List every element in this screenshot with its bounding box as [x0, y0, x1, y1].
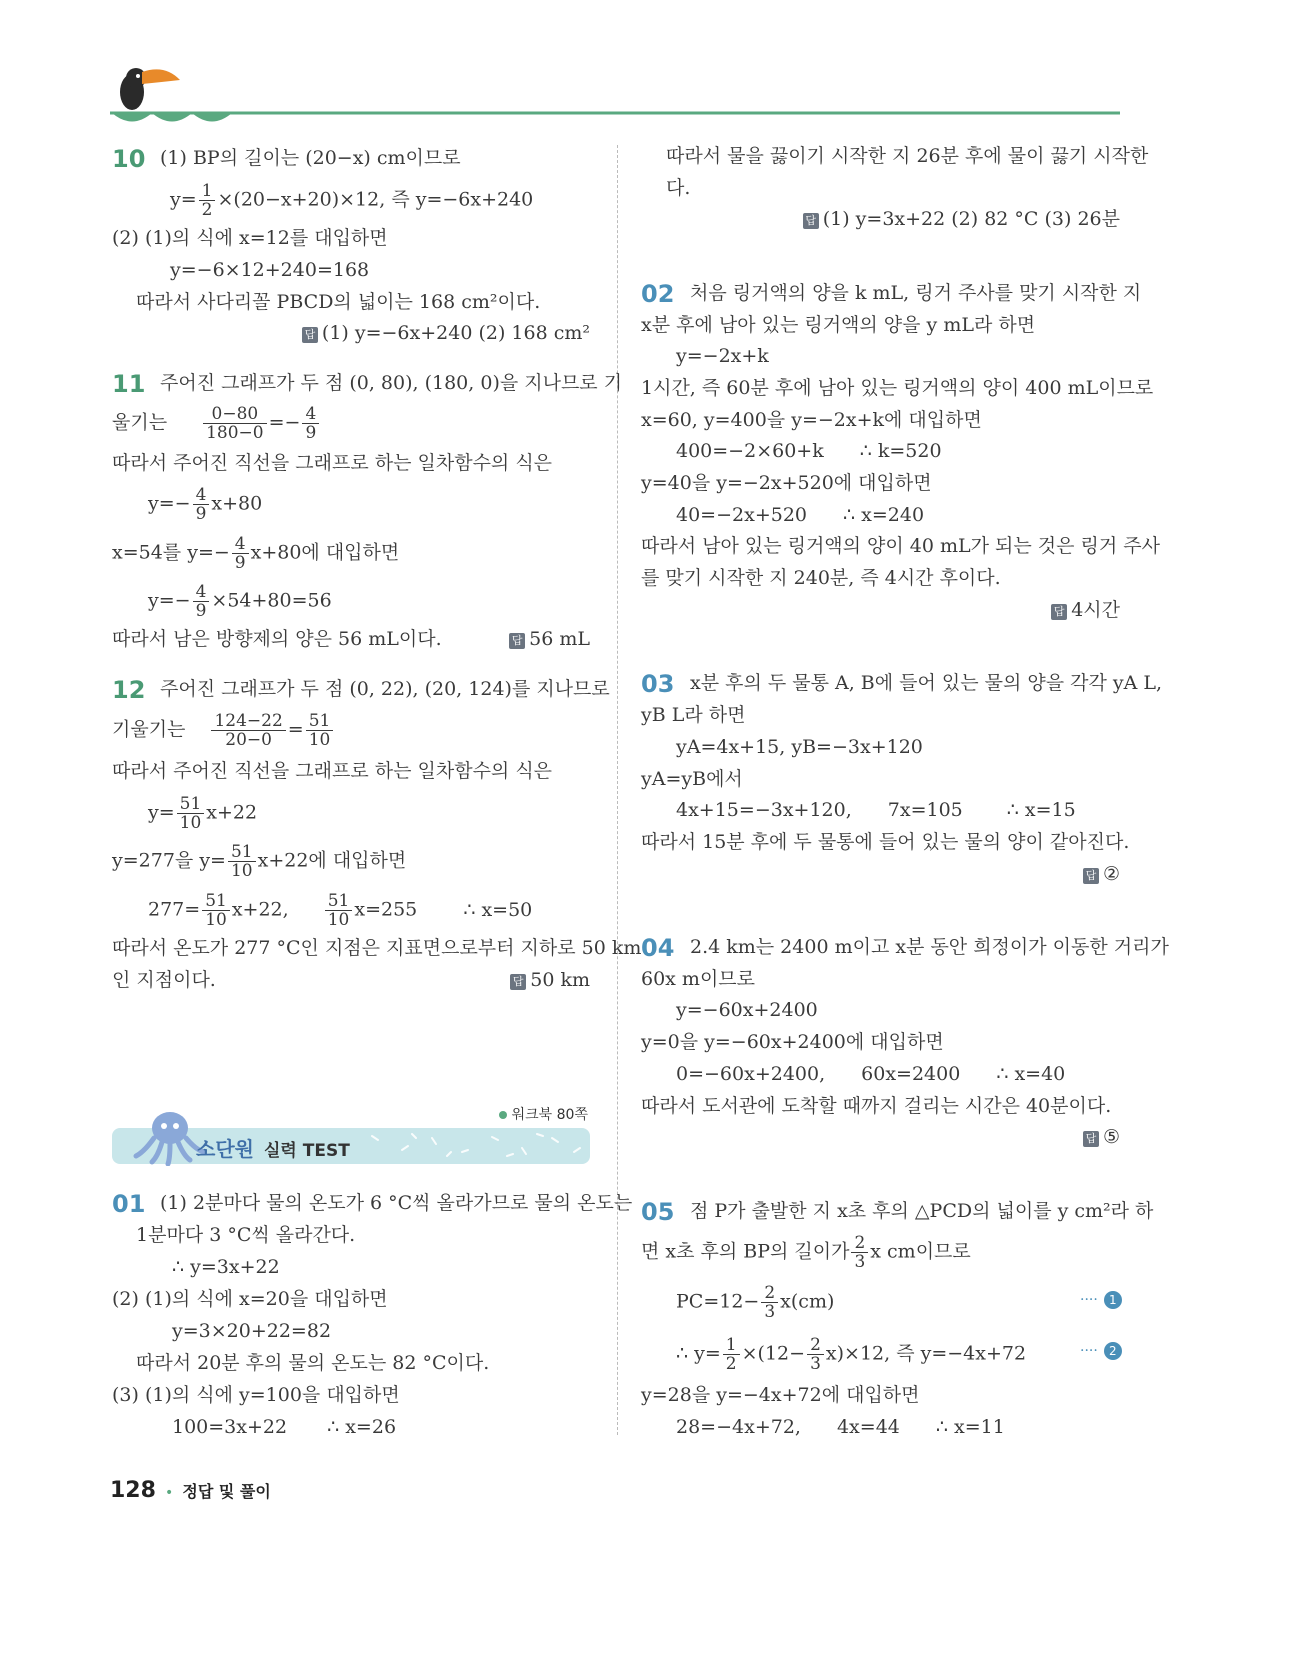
q05-line6: 28=−4x+72, 4x=44 ∴ x=11 [676, 1416, 1005, 1438]
p12-line1: 주어진 그래프가 두 점 (0, 22), (20, 124)를 지나므로 [160, 678, 610, 700]
q04-line2: 60x m이므로 [641, 968, 756, 990]
q04-line6: 따라서 도서관에 도착할 때까지 걸리는 시간은 40분이다. [641, 1095, 1112, 1117]
p11-line2: 울기는 $\frac{0-80}{180-0}$ =− $\frac{4}{9}$ [112, 405, 321, 442]
question-number-01: 01 [112, 1190, 146, 1218]
p11-line6: y=− $\frac{4}{9}$ ×54+80=56 [148, 582, 332, 621]
q04-line3: y=−60x+2400 [676, 999, 818, 1021]
q01-line7: (3) (1)의 식에 y=100을 대입하면 [112, 1384, 400, 1406]
q03-line2: yB L라 하면 [641, 704, 746, 726]
q01-line4: (2) (1)의 식에 x=20을 대입하면 [112, 1288, 388, 1310]
q03-line4: yA=yB에서 [641, 768, 743, 790]
q05-marker-2-row: ···· 2 [1080, 1338, 1122, 1364]
q05-line5: y=28을 y=−4x+72에 대입하면 [641, 1384, 920, 1406]
q03-line6: 따라서 15분 후에 두 물통에 들어 있는 물의 양이 같아진다. [641, 831, 1130, 853]
q05-line1: 점 P가 출발한 지 x초 후의 △PCD의 넓이를 y cm²라 하 [690, 1200, 1154, 1222]
p12-line6: 277= $\frac{51}{10}$ x+22, $\frac{51}{10}$ x=255 ∴ x=50 [148, 891, 533, 930]
problem-number-10: 10 [112, 145, 146, 173]
fraction: $\frac{1}{2}$ [199, 182, 216, 219]
question-number-02: 02 [641, 280, 675, 308]
q02-line10: 를 맞기 시작한 지 240분, 즉 4시간 후이다. [641, 567, 1001, 589]
p11-line5: x=54를 y=− $\frac{4}{9}$ x+80에 대입하면 [112, 534, 400, 573]
p12-answer: 답 50 km [510, 967, 590, 993]
page-footer [110, 1478, 271, 1503]
q01-line8: 100=3x+22 ∴ x=26 [172, 1416, 397, 1438]
p10-answer: 답 (1) y=−6x+240 (2) 168 cm² [302, 320, 590, 346]
q02-line6: 400=−2×60+k ∴ k=520 [676, 440, 942, 462]
column-divider [617, 145, 618, 1435]
p11-line7: 따라서 남은 방향제의 양은 56 mL이다. [112, 628, 442, 650]
answer-badge-icon: 답 [1083, 1131, 1099, 1147]
p12-line4: y= $\frac{51}{10}$ x+22 [148, 794, 258, 833]
p10-line3: (2) (1)의 식에 x=12를 대입하면 [112, 227, 388, 249]
answer-badge-icon: 답 [1051, 604, 1067, 620]
answer-badge-icon: 답 [803, 213, 819, 229]
p10-line5: 따라서 사다리꼴 PBCD의 넓이는 168 cm²이다. [136, 291, 541, 313]
answer-badge-icon: 답 [510, 974, 526, 990]
question-number-03: 03 [641, 670, 675, 698]
q05-line3: PC=12− $\frac{2}{3}$ x(cm) [676, 1283, 835, 1322]
bullet-icon [499, 1111, 507, 1119]
p10-line2: y= $\frac{1}{2}$ ×(20−x+20)×12, 즉 y=−6x+240 [170, 181, 534, 220]
q03-line1: x분 후의 두 물통 A, B에 들어 있는 물의 양을 각각 yA L, [690, 672, 1163, 694]
q05-line2: 면 x초 후의 BP의 길이가 $\frac{2}{3}$ x cm이므로 [641, 1233, 971, 1272]
workbook-reference: 워크북 80쪽 [499, 1104, 588, 1124]
p11-line4: y=− $\frac{4}{9}$ x+80 [148, 485, 263, 524]
p12-line7: 따라서 온도가 277 °C인 지점은 지표면으로부터 지하로 50 km [112, 937, 642, 959]
answer-badge-icon: 답 [509, 633, 525, 649]
problem-number-11: 11 [112, 370, 146, 398]
q03-answer: 답 ② [1083, 861, 1120, 887]
p11-line1: 주어진 그래프가 두 점 (0, 80), (180, 0)을 지나므로 기 [160, 372, 623, 394]
header-decoration [110, 58, 1120, 128]
footer-title: 정답 및 풀이 [182, 1482, 271, 1501]
section-title-main: 소단원 [196, 1137, 254, 1161]
problem-number-12: 12 [112, 676, 146, 704]
toucan-icon [110, 58, 1120, 128]
q02-line2: x분 후에 남아 있는 링거액의 양을 y mL라 하면 [641, 314, 1036, 336]
q02-line4: 1시간, 즉 60분 후에 남아 있는 링거액의 양이 400 mL이므로 [641, 377, 1154, 399]
circle-marker-1: 1 [1104, 1291, 1122, 1309]
q02-line7: y=40을 y=−2x+520에 대입하면 [641, 472, 932, 494]
footer-dot: • [165, 1485, 174, 1501]
answer-badge-icon: 답 [302, 327, 318, 343]
p12-line2: 기울기는 $\frac{124-22}{20-0}$ = $\frac{51}{10}$ [112, 712, 335, 749]
p12-line3: 따라서 주어진 직선을 그래프로 하는 일차함수의 식은 [112, 760, 553, 782]
q02-line9: 따라서 남아 있는 링거액의 양이 40 mL가 되는 것은 링거 주사 [641, 535, 1160, 557]
q01-line3: ∴ y=3x+22 [172, 1256, 280, 1278]
q01-line1: (1) 2분마다 물의 온도가 6 °C씩 올라가므로 물의 온도는 [160, 1192, 633, 1214]
question-number-04: 04 [641, 934, 675, 962]
p12-line8: 인 지점이다. [112, 969, 216, 991]
q01c-line1: 따라서 물을 끓이기 시작한 지 26분 후에 물이 끓기 시작한 [666, 145, 1149, 167]
q02-line5: x=60, y=400을 y=−2x+k에 대입하면 [641, 409, 982, 431]
q05-line4: ∴ y= $\frac{1}{2}$ ×(12− $\frac{2}{3}$ x)×12, 즉 y=−4x+72 [676, 1335, 1027, 1374]
q02-line1: 처음 링거액의 양을 k mL, 링거 주사를 맞기 시작한 지 [690, 282, 1142, 304]
q04-line4: y=0을 y=−60x+2400에 대입하면 [641, 1031, 944, 1053]
q01-answer: 답 (1) y=3x+22 (2) 82 °C (3) 26분 [803, 206, 1120, 232]
p10-line1: (1) BP의 길이는 (20−x) cm이므로 [160, 147, 461, 169]
circle-marker-2: 2 [1104, 1342, 1122, 1360]
q02-line3: y=−2x+k [676, 345, 769, 367]
p11-answer: 답 56 mL [509, 626, 590, 652]
q01-line5: y=3×20+22=82 [172, 1320, 332, 1342]
q01-line6: 따라서 20분 후의 물의 온도는 82 °C이다. [136, 1352, 490, 1374]
answer-badge-icon: 답 [1083, 868, 1099, 884]
section-title-sub: 실력 TEST [264, 1141, 350, 1161]
q02-answer: 답 4시간 [1051, 597, 1120, 623]
q05-marker-1-row: ···· 1 [1080, 1287, 1122, 1313]
p10-line4: y=−6×12+240=168 [170, 259, 370, 281]
q02-line8: 40=−2x+520 ∴ x=240 [676, 504, 925, 526]
q04-answer: 답 ⑤ [1083, 1124, 1120, 1150]
section-banner [112, 1128, 590, 1164]
q03-line3: yA=4x+15, yB=−3x+120 [676, 736, 923, 758]
p11-line3: 따라서 주어진 직선을 그래프로 하는 일차함수의 식은 [112, 452, 553, 474]
q01-line2: 1분마다 3 °C씩 올라간다. [136, 1224, 356, 1246]
q01c-line2: 다. [666, 177, 691, 199]
q04-line5: 0=−60x+2400, 60x=2400 ∴ x=40 [676, 1063, 1066, 1085]
page-number: 128 [110, 1478, 156, 1503]
q04-line1: 2.4 km는 2400 m이고 x분 동안 희정이가 이동한 거리가 [690, 936, 1169, 958]
q03-line5: 4x+15=−3x+120, 7x=105 ∴ x=15 [676, 799, 1076, 821]
question-number-05: 05 [641, 1198, 675, 1226]
p12-line5: y=277을 y= $\frac{51}{10}$ x+22에 대입하면 [112, 842, 407, 881]
